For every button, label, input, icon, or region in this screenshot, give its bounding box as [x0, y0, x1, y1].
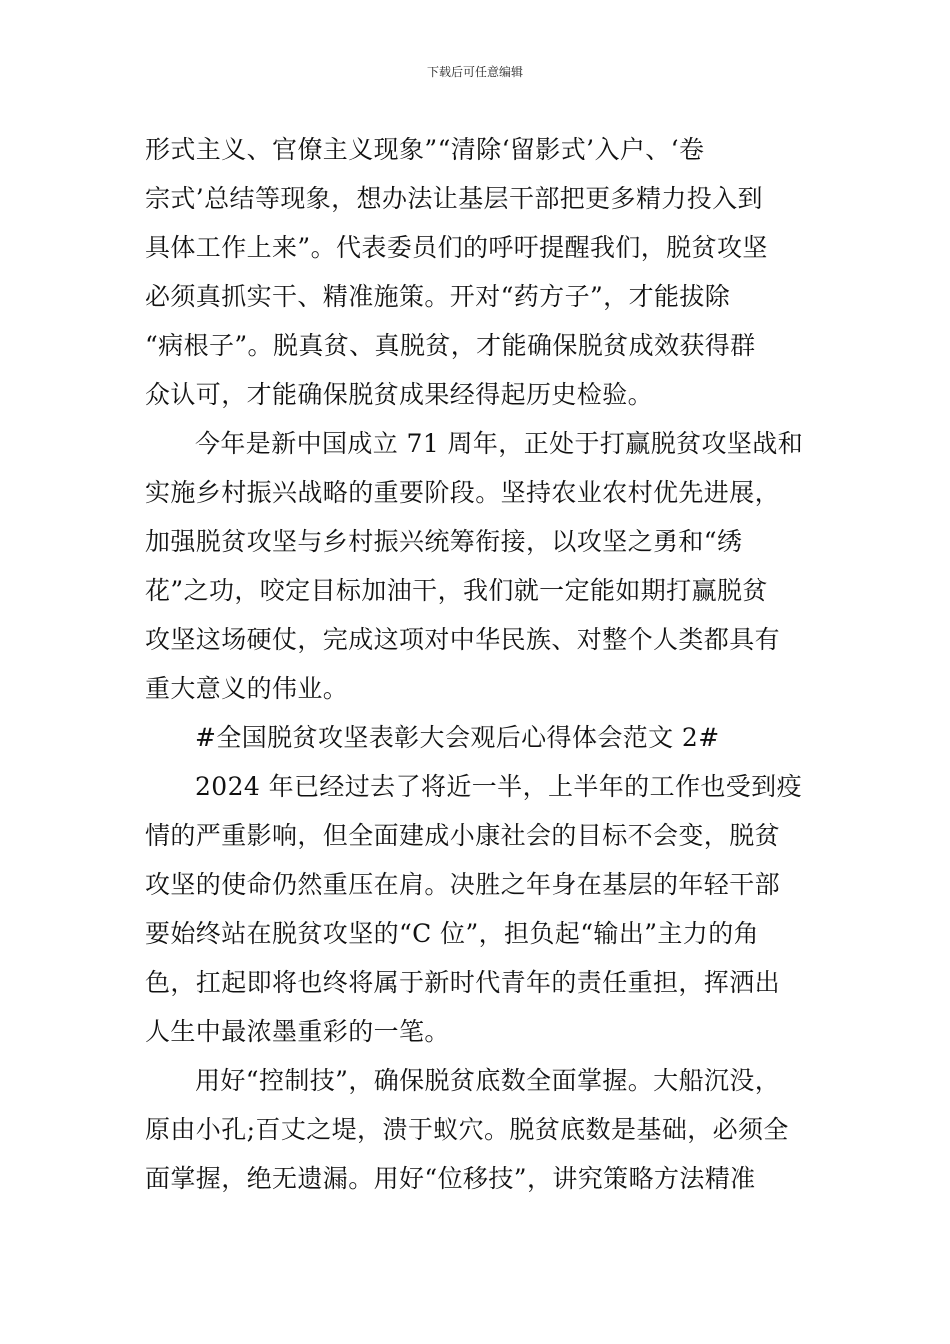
paragraph-start-line: 2024 年已经过去了将近一半，上半年的工作也受到疫 — [195, 772, 802, 801]
text-line: 花”之功，咬定目标加油干，我们就一定能如期打赢脱贫 — [145, 576, 768, 605]
text-line: 加强脱贫攻坚与乡村振兴统筹衔接，以攻坚之勇和“绣 — [145, 527, 743, 556]
text-line: 攻坚这场硬仗，完成这项对中华民族、对整个人类都具有 — [145, 625, 781, 654]
text-line: 众认可，才能确保脱贫成果经得起历史检验。 — [145, 380, 654, 409]
text-line: 重大意义的伟业。 — [145, 674, 349, 703]
paragraph-start-line: 用好“控制技”，确保脱贫底数全面掌握。大船沉没， — [195, 1066, 781, 1095]
text-line: 形式主义、官僚主义现象”“清除‘留影式’入户、‘卷 — [145, 135, 705, 164]
text-line: 面掌握，绝无遗漏。用好“位移技”，讲究策略方法精准 — [145, 1164, 756, 1193]
text-line: 要始终站在脱贫攻坚的“C 位”，担负起“输出”主力的角 — [145, 919, 759, 948]
page-header: 下载后可任意编辑 — [426, 65, 523, 79]
text-line: 必须真抓实干、精准施策。开对“药方子”，才能拔除 — [145, 282, 731, 311]
section-heading: #全国脱贫攻坚表彰大会观后心得体会范文 2# — [195, 723, 720, 752]
text-line: 情的严重影响，但全面建成小康社会的目标不会变，脱贫 — [145, 821, 781, 850]
text-line: 原由小孔;百丈之堤，溃于蚁穴。脱贫底数是基础，必须全 — [145, 1115, 789, 1144]
text-line: 实施乡村振兴战略的重要阶段。坚持农业农村优先进展， — [145, 478, 781, 507]
text-line: 人生中最浓墨重彩的一笔。 — [145, 1017, 450, 1046]
text-line: “病根子”。脱真贫、真脱贫，才能确保脱贫成效获得群 — [145, 331, 756, 360]
document-body — [145, 125, 835, 1203]
text-line: 攻坚的使命仍然重压在肩。决胜之年身在基层的年轻干部 — [145, 870, 781, 899]
text-line: 具体工作上来”。代表委员们的呼吁提醒我们，脱贫攻坚 — [145, 233, 768, 262]
text-line: 宗式’总结等现象，想办法让基层干部把更多精力投入到 — [145, 184, 763, 213]
paragraph-start-line: 今年是新中国成立 71 周年，正处于打赢脱贫攻坚战和 — [195, 429, 804, 458]
text-line: 色，扛起即将也终将属于新时代青年的责任重担，挥洒出 — [145, 968, 781, 997]
